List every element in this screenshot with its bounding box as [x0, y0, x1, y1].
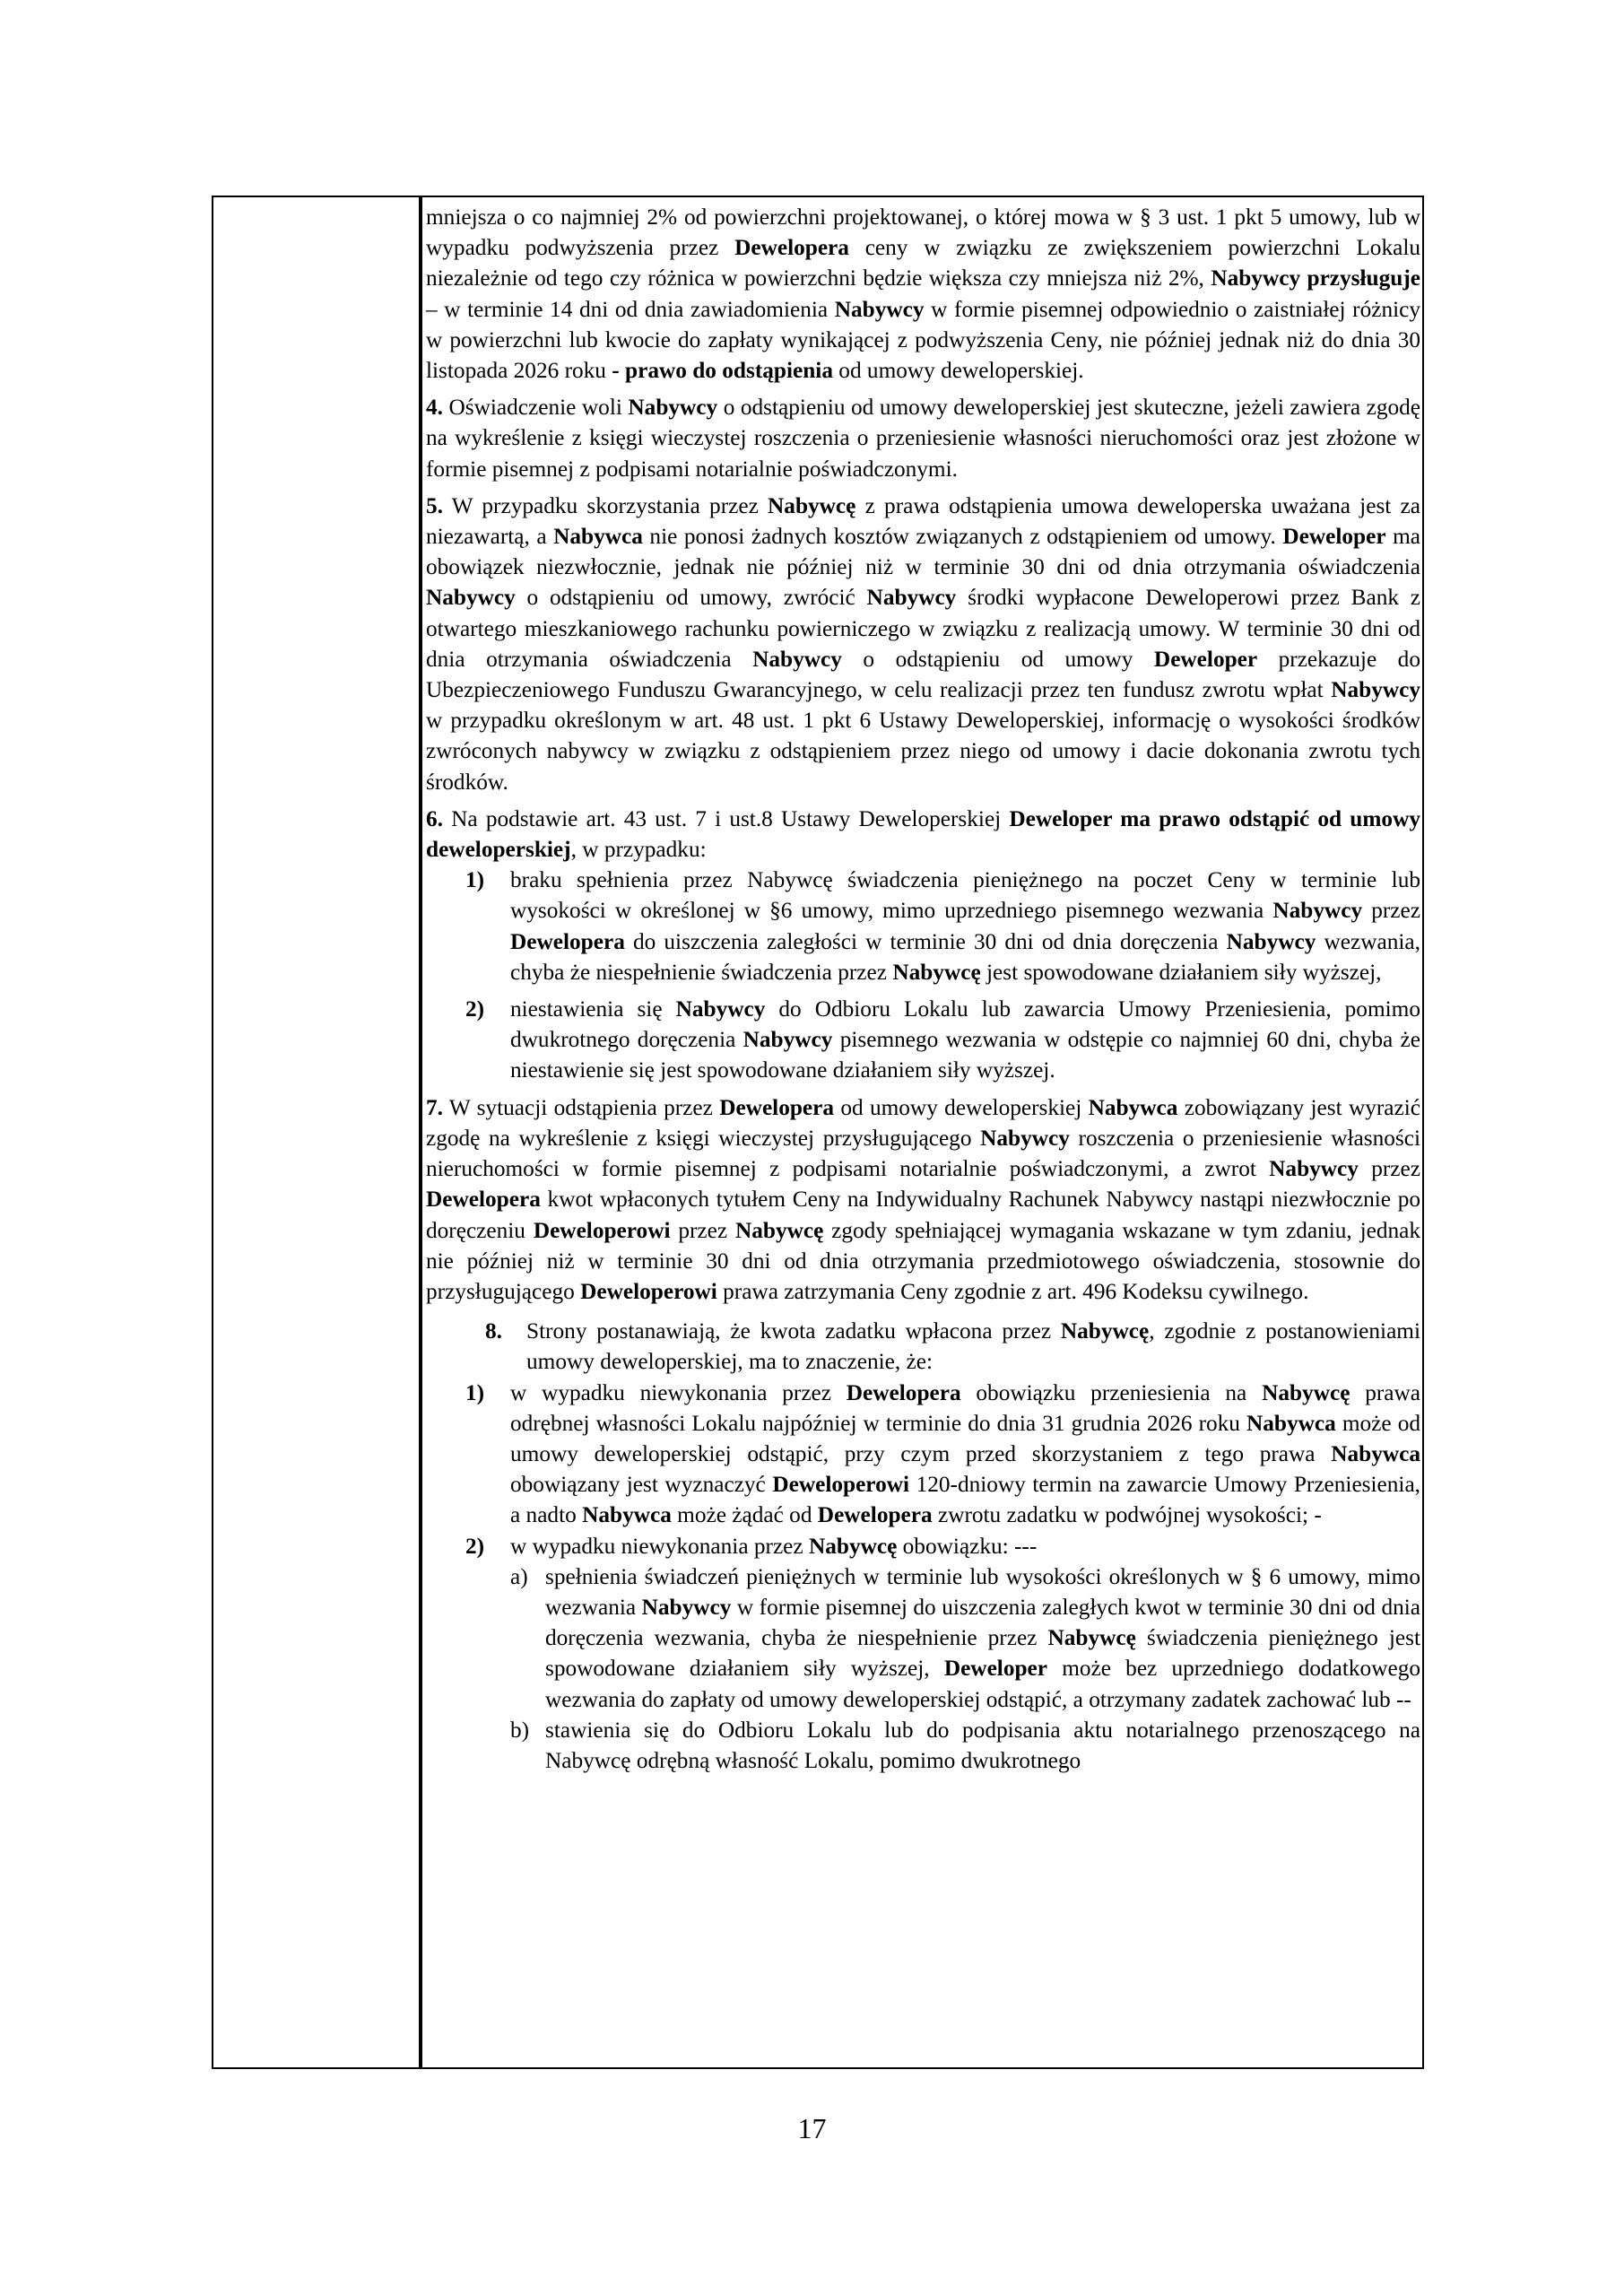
bold-span: Dewelopera [734, 235, 849, 261]
text-span: przekazuje do Ubezpieczeniowego Funduszu Gwarancyjnego, w celu realizacji przez ten fundusz zwrotu wpłat [426, 646, 1420, 703]
text-span: prawa odrębnej własności Lokalu najpóźniej w terminie do dnia 31 grudnia 2026 roku [510, 1379, 1420, 1436]
bold-span: Deweloper [943, 1656, 1048, 1682]
item-marker: a) [510, 1563, 528, 1589]
text-span: obowiązku: --- [897, 1533, 1038, 1559]
bold-span: Deweloperowi [580, 1278, 717, 1304]
item-marker: 1) [465, 1379, 485, 1405]
bold-span: Nabywcy [980, 1125, 1070, 1151]
paragraph-number: 4. [426, 395, 443, 421]
paragraph-8-subitem-a [426, 1561, 1420, 1715]
text-span: stawienia się do Odbioru Lokalu lub do podpisania aktu notarialnego przenoszącego na Nabywcę odrębną własność Lokalu, pomimo dwukrotnego [545, 1717, 1420, 1773]
text-span: Strony postanawiają, że kwota zadatku wpłacona przez [526, 1318, 1061, 1344]
text-span: o odstąpieniu od umowy, zwrócić [515, 585, 867, 611]
text-span: , zgodnie z postanowieniami umowy deweloperskiej, ma to znaczenie, że: [526, 1318, 1421, 1375]
contract-table [212, 196, 1424, 2069]
paragraph-number: 5. [426, 492, 443, 518]
paragraph-6 [426, 804, 1420, 865]
text-span: W przypadku skorzystania przez [442, 492, 769, 518]
bold-span: Deweloperowi [533, 1217, 671, 1243]
bold-span: Dewelopera [426, 1187, 541, 1213]
bold-span: Nabywcę [734, 1217, 824, 1243]
text-span: niestawienia się [510, 996, 676, 1022]
text-span: jest spowodowane działaniem siły wyższej, [980, 959, 1382, 985]
paragraph-4 [426, 392, 1420, 484]
text-span: od umowy deweloperskiej. [832, 358, 1084, 384]
bold-span: Nabywcę [892, 959, 981, 985]
text-span: w formie pisemnej odpowiednio o zaistniałej różnicy w powierzchni lub kwocie do zapłaty wynikającej z podwyższenia Ceny, nie później jednak niż do dnia 30 listopada 2026 roku [426, 296, 1420, 384]
bold-span: Nabywcy [1269, 1156, 1359, 1182]
bold-span: Nabywcy [866, 585, 957, 611]
text-span: środki wypłacone Deweloperowi przez Bank z otwartego mieszkaniowego rachunku powierniczego w związku z realizacją umowy. W terminie 30 dni od dnia otrzymania oświadczenia [426, 585, 1420, 672]
text-span: kwot wpłaconych tytułem Ceny na Indywidualny Rachunek Nabywcy nastąpi niezwłocznie po doręczeniu [426, 1187, 1420, 1243]
text-span: ma obowiązek niezwłocznie, jednak nie później niż w terminie 30 dni od dnia otrzymania oświadczenia [426, 524, 1420, 580]
text-span: spełnienia świadczeń pieniężnych w terminie lub wysokości określonych w § 6 umowy, mimo wezwania [545, 1563, 1420, 1620]
bold-span: Nabywcę [1047, 1625, 1136, 1651]
text-span: , w przypadku: [570, 837, 707, 863]
text-span: prawa zatrzymania Ceny zgodnie z art. 496 Kodeksu cywilnego. [716, 1278, 1309, 1304]
text-span: Na podstawie art. 43 ust. 7 i ust.8 Ustawy Deweloperskiej [442, 805, 1010, 831]
text-span: może bez uprzedniego dodatkowego wezwania do zapłaty od umowy deweloperskiej odstąpić, a otrzymany zadatek zachować lub -- [545, 1656, 1420, 1712]
text-span: o odstąpieniu od umowy [841, 646, 1154, 672]
text-span: W sytuacji odstąpienia przez [442, 1094, 720, 1120]
paragraph-number: 6. [426, 805, 443, 831]
bold-span: Nabywca [582, 1502, 672, 1528]
text-span: w przypadku określonym w art. 48 ust. 1 pkt 6 Ustawy Deweloperskiej, informację o wysokości środków zwróconych nabywcy w związku z odstąpieniem przez niego od umowy i dacie dokonania zwrotu tych środków. [426, 708, 1420, 795]
text-span: w wypadku niewykonania przez [510, 1533, 809, 1559]
bold-span: Nabywcy [1331, 677, 1420, 703]
bold-span: - prawo do odstąpienia [612, 358, 833, 384]
bold-span: Nabywcy [675, 996, 766, 1022]
bold-span: Nabywcę [808, 1533, 898, 1559]
text-span: Oświadczenie woli [442, 395, 629, 421]
bold-span: Nabywcy [426, 585, 516, 611]
bold-span: Nabywca [553, 524, 643, 550]
text-span: braku spełnienia przez Nabywcę świadczenia pieniężnego na poczet Ceny w terminie lub wysokości w określonej w §6 umowy, mimo uprzedniego pisemnego wezwania [510, 867, 1420, 924]
bold-span: Dewelopera [510, 928, 625, 954]
text-span: – w terminie 14 dni od dnia zawiadomienia [426, 296, 835, 322]
bold-span: Nabywca [1331, 1440, 1420, 1466]
paragraph-8-item-1 [426, 1378, 1420, 1531]
bold-span: Nabywcę [1262, 1379, 1350, 1405]
text-span: w formie pisemnej do uiszczenia zaległych kwot w terminie 30 dni od dnia doręczenia wezwania, chyba że niespełnienie przez [545, 1594, 1420, 1651]
bold-span: Nabywcy [1226, 928, 1316, 954]
paragraph-8-subitem-b [426, 1715, 1420, 1776]
bold-span: Nabywca [1246, 1410, 1336, 1436]
bold-span: Nabywcy przysługuje [1211, 265, 1420, 291]
text-span: do Odbioru Lokalu lub zawarcia Umowy Przeniesienia, pomimo dwukrotnego doręczenia [510, 996, 1420, 1053]
bold-span: Nabywcy [628, 395, 718, 421]
text-span: ceny w związku ze zwiększeniem powierzchni Lokalu niezależnie od tego czy różnica w powierzchni będzie większa czy mniejsza niż 2%, [426, 235, 1420, 291]
paragraph-number: 7. [426, 1094, 443, 1120]
paragraph-7 [426, 1092, 1420, 1307]
paragraph-6-item-2 [426, 994, 1420, 1086]
bold-span: Deweloper [1153, 646, 1258, 672]
bold-span: Deweloper [1282, 524, 1386, 550]
paragraph-8 [426, 1316, 1420, 1377]
paragraph-number: 8. [485, 1318, 502, 1344]
text-span: zgody spełniającej wymagania wskazane w tym zdaniu, jednak nie później niż w terminie 30 dni od dnia otrzymania przedmiotowego oświadczenia, stosownie do przysługującego [426, 1217, 1421, 1304]
bold-span: Nabywcy [752, 646, 842, 672]
text-span: mniejsza o co najmniej 2% od powierzchni projektowanej, o której mowa w § 3 ust. 1 pkt 5 umowy, lub w wypadku podwyższenia przez [426, 204, 1420, 261]
paragraph-intro [426, 202, 1420, 386]
bold-span: Nabywca [1088, 1094, 1178, 1120]
table-right-column [421, 197, 1422, 2067]
text-span: świadczenia pieniężnego jest spowodowane działaniem siły wyższej, [545, 1625, 1420, 1682]
bold-span: Nabywcy [834, 296, 925, 322]
text-span: o odstąpieniu od umowy deweloperskiej jest skuteczne, jeżeli zawiera zgodę na wykreślenie z księgi wieczystej roszczenia o przeniesienie własności nieruchomości oraz jest złożone w formie pisemnej z podpisami notarialnie poświadczonymi. [426, 395, 1420, 482]
bold-span: Dewelopera [846, 1379, 961, 1405]
text-span: przez [1358, 1156, 1420, 1182]
paragraph-6-item-1 [426, 865, 1420, 987]
text-span: przez [1362, 898, 1420, 924]
paragraph-8-item-2 [426, 1531, 1420, 1561]
text-span: obowiązku przeniesienia na [960, 1379, 1263, 1405]
text-span: roszczenia o przeniesienie własności nieruchomości w formie pisemnej z podpisami notarialnie poświadczonymi, a zwrot [426, 1125, 1420, 1182]
text-span: może żądać od [671, 1502, 818, 1528]
text-span: nie ponosi żadnych kosztów związanych z odstąpieniem od umowy. [642, 524, 1283, 550]
text-span: z prawa odstąpienia umowa deweloperska uważana jest za niezawartą, a [426, 492, 1420, 550]
text-span: od umowy deweloperskiej [834, 1094, 1089, 1120]
bold-span: Dewelopera [817, 1502, 933, 1528]
table-left-column [213, 197, 421, 2067]
text-span: może od umowy deweloperskiej odstąpić, przy czym przed skorzystaniem z tego prawa [510, 1410, 1420, 1466]
text-span: 120-dniowy termin na zawarcie Umowy Przeniesienia, a nadto [510, 1472, 1421, 1528]
item-marker: 1) [465, 867, 485, 893]
text-span: zwrotu zadatku w podwójnej wysokości; - [932, 1502, 1322, 1528]
bold-span: Nabywcę [768, 492, 856, 518]
bold-span: Nabywcę [1060, 1318, 1150, 1344]
item-marker: b) [510, 1717, 530, 1743]
bold-span: Deweloperowi [772, 1472, 910, 1498]
text-span: zobowiązany jest wyrazić zgodę na wykreślenie z księgi wieczystej przysługującego [426, 1094, 1420, 1151]
paragraph-5 [426, 491, 1420, 797]
bold-span: Nabywcy [743, 1027, 833, 1053]
bold-span: Dewelopera [719, 1094, 835, 1120]
item-marker: 2) [465, 996, 485, 1022]
item-marker: 2) [465, 1533, 485, 1559]
text-span: obowiązany jest wyznaczyć [510, 1472, 773, 1498]
text-span: przez [670, 1217, 735, 1243]
bold-span: Nabywcy [641, 1594, 732, 1620]
text-span: pisemnego wezwania w odstępie co najmniej 60 dni, chyba że niestawienie się jest spowodowane działaniem siły wyższej. [510, 1027, 1420, 1083]
page-number: 17 [797, 2112, 827, 2144]
text-span: w wypadku niewykonania przez [510, 1379, 847, 1405]
bold-span: Deweloper ma prawo odstąpić od umowy deweloperskiej [426, 805, 1420, 863]
text-span: wezwania, chyba że niespełnienie świadczenia przez [510, 928, 1420, 985]
text-span: do uiszczenia zaległości w terminie 30 dni od dnia doręczenia [624, 928, 1227, 954]
bold-span: Nabywcy [1272, 898, 1363, 924]
